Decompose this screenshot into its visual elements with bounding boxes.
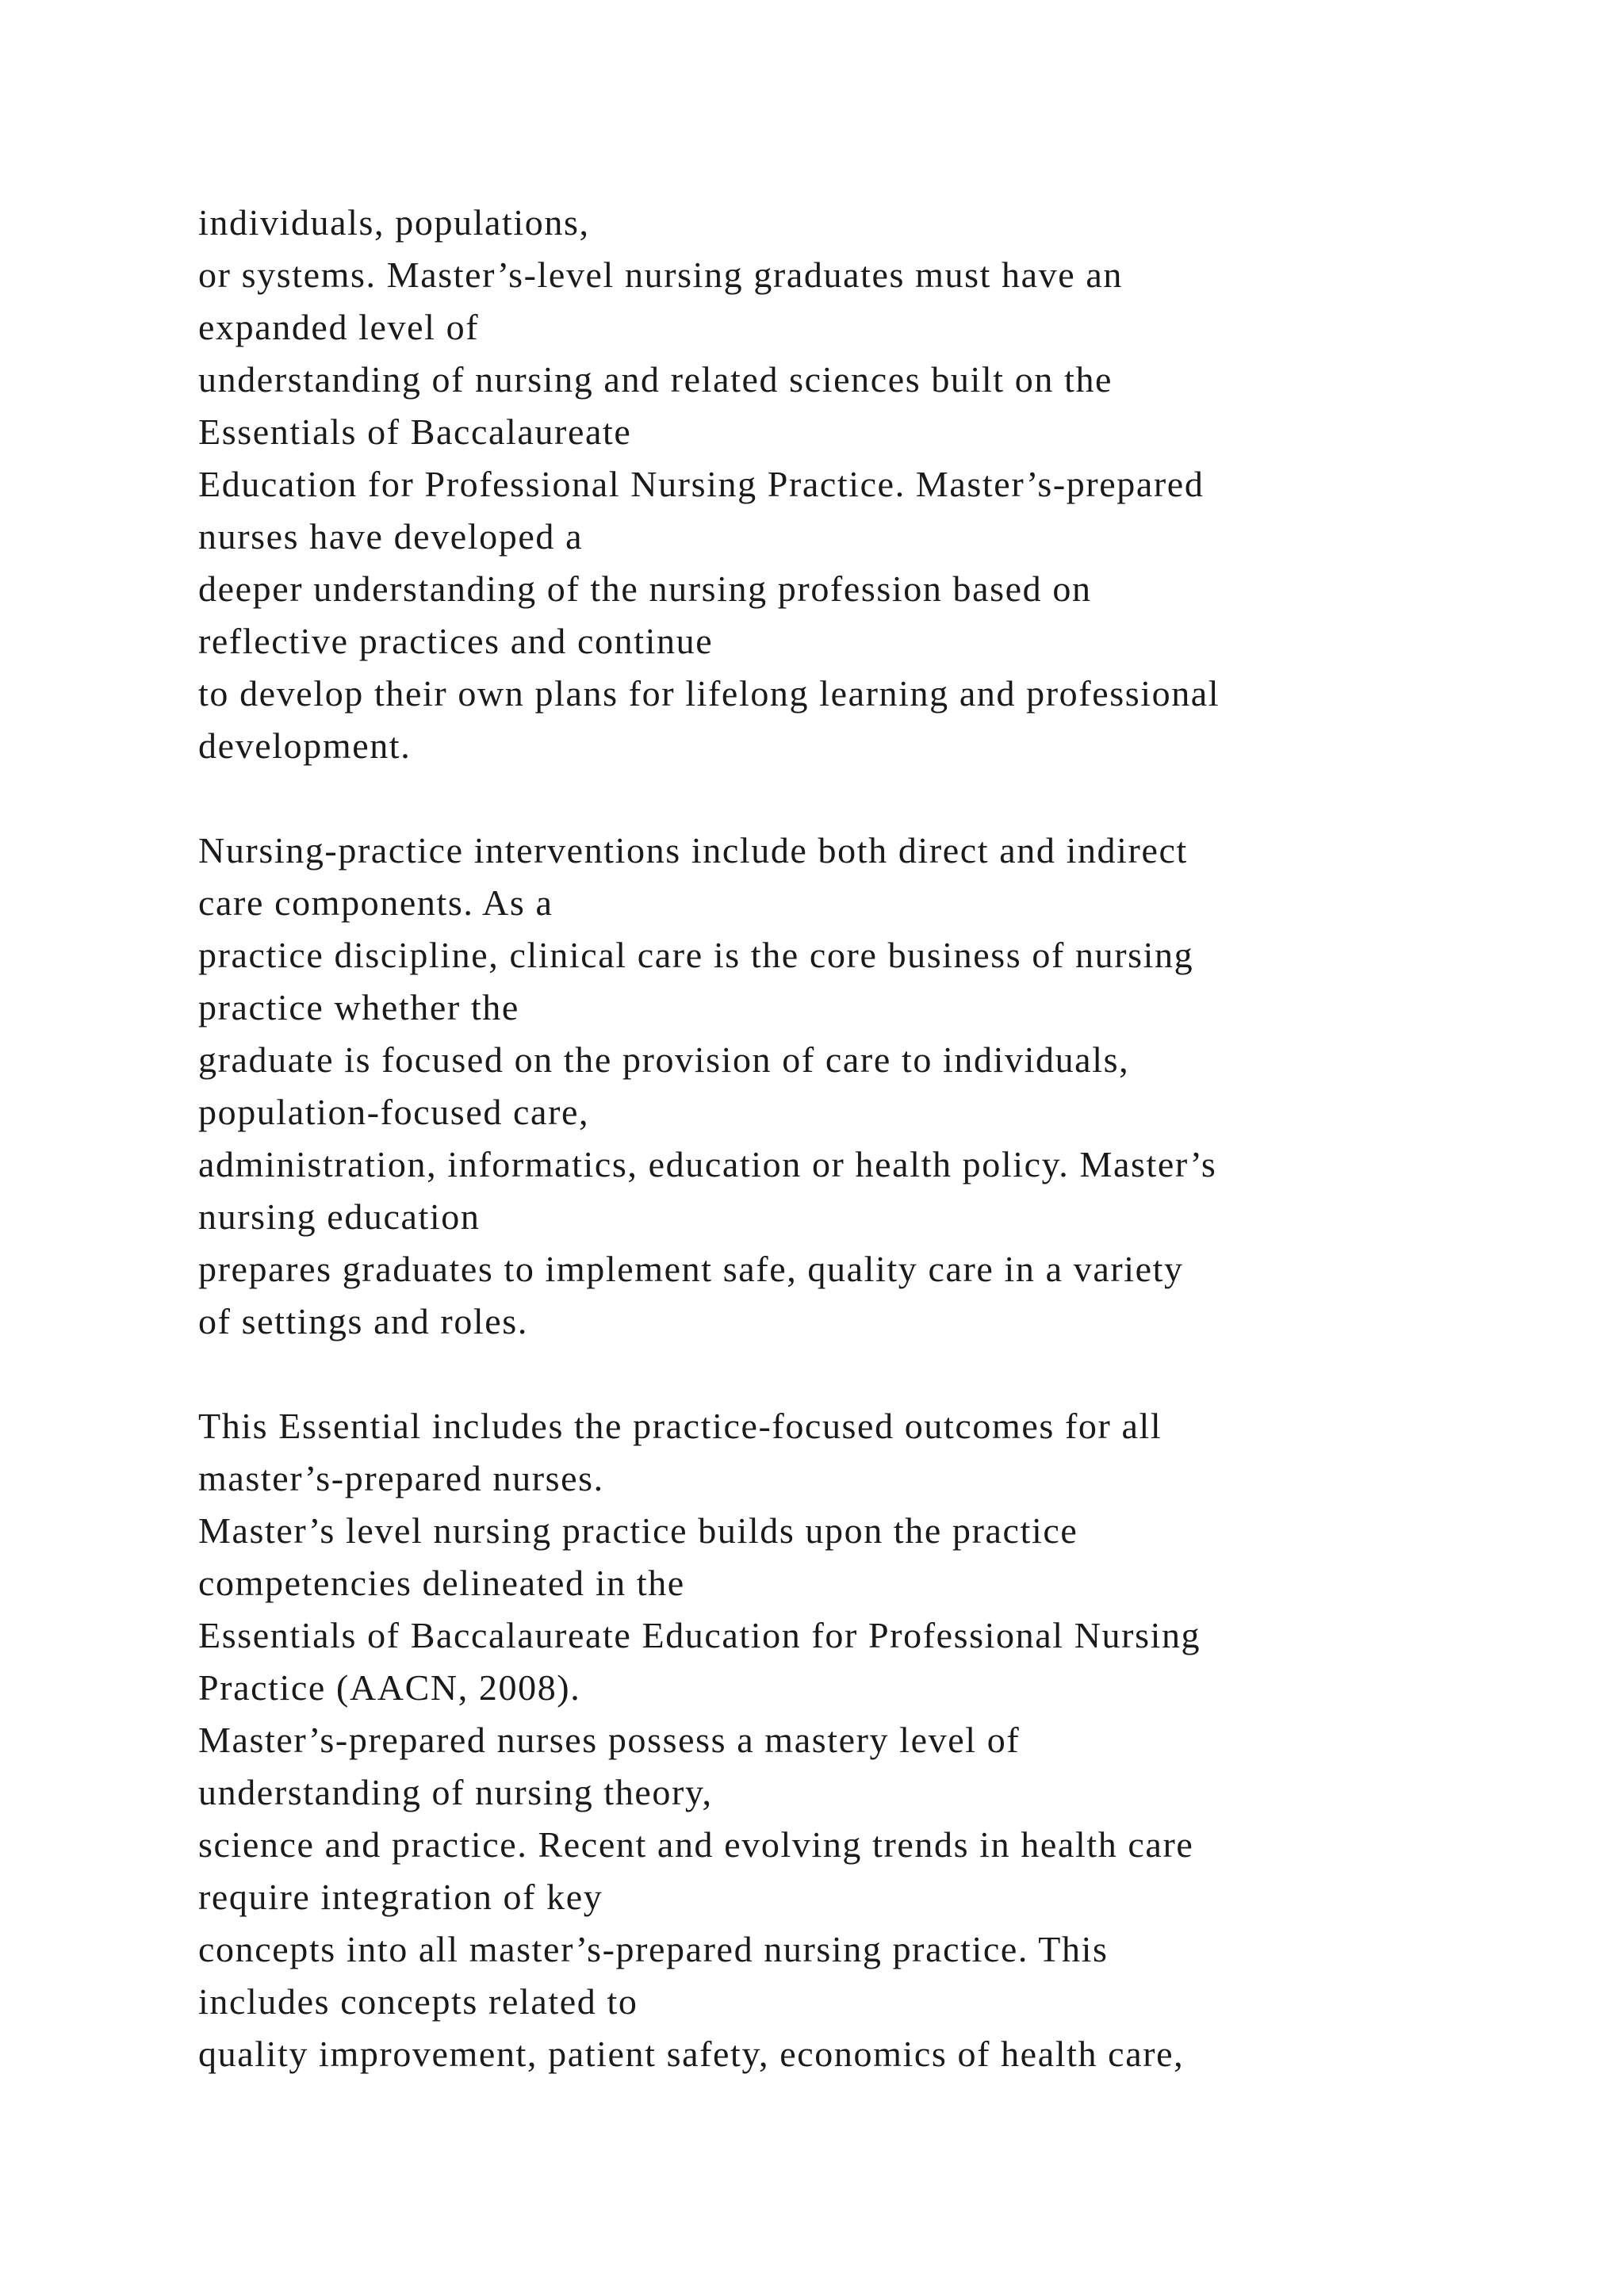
document-body <box>198 197 1594 2080</box>
text-line: expanded level of <box>198 307 480 347</box>
text-line: graduate is focused on the provision of care to individuals, <box>198 1039 1130 1080</box>
text-line: practice discipline, clinical care is the core business of nursing <box>198 935 1194 975</box>
text-line: population-focused care, <box>198 1092 590 1132</box>
text-line: concepts into all master’s-prepared nursing practice. This <box>198 1929 1109 1969</box>
text-line: care components. As a <box>198 882 553 923</box>
text-line: to develop their own plans for lifelong learning and professional <box>198 673 1220 714</box>
text-line: understanding of nursing theory, <box>198 1772 713 1812</box>
text-line: Education for Professional Nursing Practice. Master’s-prepared <box>198 464 1205 504</box>
text-line: quality improvement, patient safety, economics of health care, <box>198 2034 1185 2074</box>
text-line: Master’s-prepared nurses possess a mastery level of <box>198 1720 1021 1760</box>
text-line: administration, informatics, education or health policy. Master’s <box>198 1144 1217 1184</box>
text-line: includes concepts related to <box>198 1981 638 2022</box>
paragraph-spacer <box>198 1348 1594 1400</box>
text-line: or systems. Master’s-level nursing graduates must have an <box>198 254 1124 295</box>
text-line: nurses have developed a <box>198 516 584 557</box>
text-line: require integration of key <box>198 1877 603 1917</box>
text-line: Master’s level nursing practice builds upon the practice <box>198 1510 1078 1551</box>
text-line: science and practice. Recent and evolving trends in health care <box>198 1824 1194 1865</box>
text-line: development. <box>198 725 412 766</box>
text-line: competencies delineated in the <box>198 1563 685 1603</box>
text-line: individuals, populations, <box>198 202 590 243</box>
text-line: This Essential includes the practice-focused outcomes for all <box>198 1406 1162 1446</box>
paragraph-2 <box>198 825 1594 1348</box>
text-line: Essentials of Baccalaureate Education for Professional Nursing <box>198 1615 1201 1655</box>
paragraph-1 <box>198 197 1594 772</box>
text-line: deeper understanding of the nursing profession based on <box>198 568 1092 609</box>
text-line: master’s-prepared nurses. <box>198 1458 604 1498</box>
text-line: Essentials of Baccalaureate <box>198 411 632 452</box>
text-line: understanding of nursing and related sciences built on the <box>198 359 1113 400</box>
text-line: of settings and roles. <box>198 1301 528 1341</box>
text-line: reflective practices and continue <box>198 621 714 661</box>
text-line: practice whether the <box>198 987 519 1027</box>
text-line: nursing education <box>198 1196 481 1237</box>
paragraph-spacer <box>198 772 1594 825</box>
text-line: prepares graduates to implement safe, quality care in a variety <box>198 1249 1184 1289</box>
text-line: Practice (AACN, 2008). <box>198 1667 581 1708</box>
text-line: Nursing-practice interventions include both direct and indirect <box>198 830 1188 871</box>
paragraph-3 <box>198 1400 1594 2080</box>
